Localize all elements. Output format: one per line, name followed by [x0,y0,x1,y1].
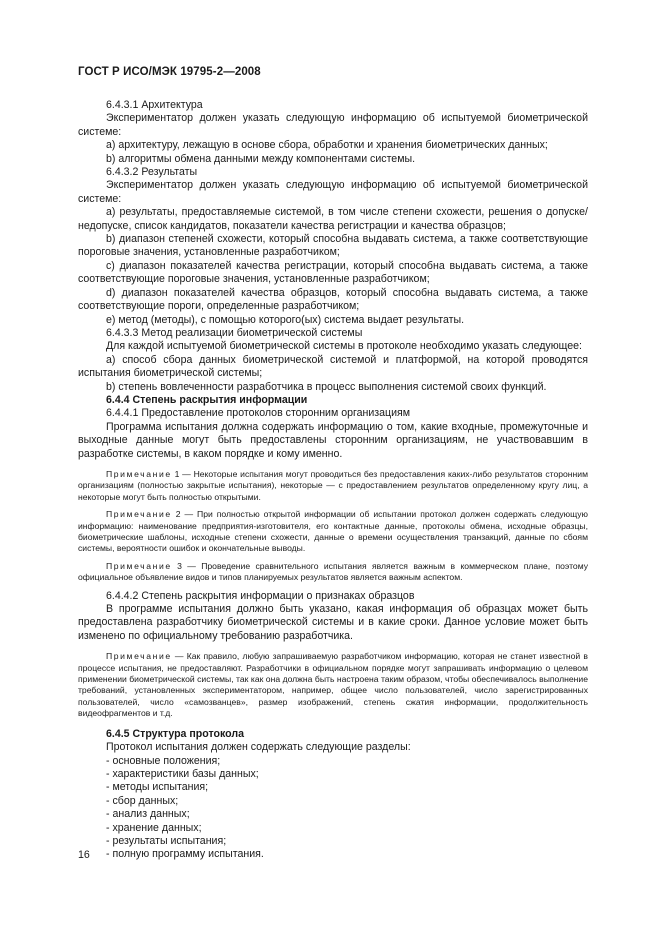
note-3 [78,561,588,584]
heading-6-4-4-1: 6.4.4.1 Предоставление протоколов сторонним организациям [106,407,411,420]
page-content [78,99,588,862]
list-item: - хранение данных; [106,821,202,834]
paragraph-6-4-3-1: Экспериментатор должен указать следующую информацию об испытуемой биометрической системе: [78,112,588,138]
list-item: - характеристики базы данных; [106,767,259,780]
list-item: - основные положения; [106,754,221,767]
paragraph-6-4-5: Протокол испытания должен содержать следующие разделы: [106,741,411,754]
heading-6-4-3-2: 6.4.3.2 Результаты [106,166,198,179]
list-item-a: a) архитектуру, лежащую в основе сбора, обработки и хранения биометрических данных; [106,139,548,152]
heading-6-4-5: 6.4.5 Структура протокола [106,727,244,740]
list-item: - методы испытания; [106,781,209,794]
list-item: - анализ данных; [106,808,190,821]
paragraph-6-4-4-1: Программа испытания должна содержать информацию о том, какие входные, промежуточные и выходные данные могут быть предоставлены сторонним организациям, не участвовавшим в разработке системы, в каком порядке и кому именно. [78,420,588,460]
list-item: - сбор данных; [106,794,179,807]
note-text: 3 — Проведение сравнительного испытания является важным в коммерческом плане, поэтому официальное объявление видов и типов планируемых результатов является важным аспектом. [78,560,588,583]
list-item-e: e) метод (методы), с помощью которого(ых) система выдает результаты. [106,313,465,326]
list-item-a: a) способ сбора данных биометрической системой и платформой, на которой проводятся испытания биометрической системы; [78,353,588,380]
heading-6-4-4: 6.4.4 Степень раскрытия информации [106,393,308,406]
list-item-a: a) результаты, предоставляемые системой, в том числе степени схожести, решения о допуске/недопуске, список кандидатов, показатели качества регистрации и качества образцов; [78,206,588,232]
note-label: Примечание [106,560,172,571]
list-item-c: c) диапазон показателей качества регистрации, который способна выдавать система, а также соответствующие пороговые значения, установленные разработчиком; [78,259,588,286]
note-label: Примечание [106,509,172,520]
note-2 [78,509,588,555]
list-item-d: d) диапазон показателей качества образцов, который способна выдавать система, а также соответствующие пороги, определенные разработчиком; [78,286,588,313]
document-header: ГОСТ Р ИСО/МЭК 19795-2—2008 [78,66,261,78]
list-item: - результаты испытания; [106,834,227,847]
note-text: 1 — Некоторые испытания могут проводиться без предоставления каких-либо результатов сторонним организациям (полностью закрытые испытания), некоторые — с предоставлением результатов определенному кругу лиц, а некоторые могут быть полностью открытыми. [78,468,588,502]
heading-6-4-3-3: 6.4.3.3 Метод реализации биометрической системы [106,326,363,339]
heading-6-4-4-2: 6.4.4.2 Степень раскрытия информации о признаках образцов [106,589,415,602]
heading-6-4-3-1: 6.4.3.1 Архитектура [106,99,203,111]
paragraph-6-4-3-2: Экспериментатор должен указать следующую информацию об испытуемой биометрической системе: [78,179,588,205]
list-item: - полную программу испытания. [106,848,264,861]
paragraph-6-4-4-2: В программе испытания должно быть указано, какая информация об образцах может быть предоставлена разработчику биометрической системы и в какие сроки. Данное условие может быть изменено по официальному требованию разработчика. [78,603,588,642]
list-item-b: b) степень вовлеченности разработчика в процесс выполнения системой своих функций. [106,380,547,393]
list-item-b: b) диапазон степеней схожести, который способна выдавать система, а также соответствующие пороговые значения, установленные разработчиком; [78,233,588,259]
note-1 [78,469,588,503]
list-item-b: b) алгоритмы обмена данными между компонентами системы. [106,152,416,165]
note-label: Примечание [106,468,172,479]
note-text: 2 — При полностью открытой информации об испытании протокол должен содержать следующую информацию: наименование предприятия-изготовителя, его контактные данные, протоколы обмена, исходные образцы, биометрические шаблоны, исходные степени схожести, данные о времени осуществления транзакций, данные по сбоям системы, вероятности ошибок и окончательные выводы. [78,509,588,554]
note-4 [78,651,588,719]
note-text: — Как правило, любую запрашиваемую разработчиком информацию, которая не станет известной в процессе испытания, не предоставляют. Разработчики в официальном порядке могут запрашивать информацию о целевом применении биометрической системы, так как она должна быть настроена таким образом, чтобы обеспечивалось выполнение требований, установленных экспериментатором, например, общее число пользователей, число зарегистрированных пользователей, число «самозванцев», размер изображений, степень сжатия информации, продолжительность видеофрагментов и т.д. [78,651,588,719]
page-number: 16 [78,849,90,861]
note-label: Примечание [106,651,172,662]
paragraph-6-4-3-3: Для каждой испытуемой биометрической системы в протоколе необходимо указать следующее: [106,340,582,353]
sections-list [78,755,588,862]
